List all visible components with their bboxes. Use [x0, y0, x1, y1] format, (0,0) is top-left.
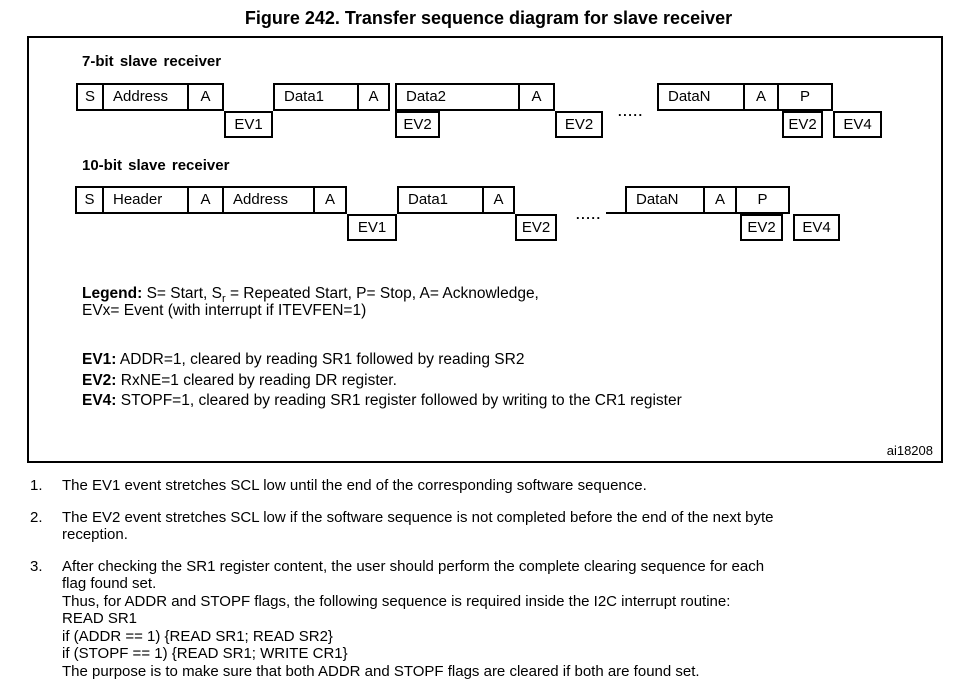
- legend-term: Legend:: [82, 285, 143, 302]
- event-box: EV1: [224, 111, 273, 138]
- note-text: [62, 477, 977, 495]
- sequence-cell: A: [200, 88, 211, 105]
- legend-line-2: EVx= Event (with interrupt if ITEVFEN=1): [82, 302, 367, 319]
- sequence-cell: Address: [224, 188, 315, 212]
- legend-part: S= Start, S: [142, 285, 222, 302]
- legend-text: [82, 285, 539, 319]
- sequence-cell: P: [799, 88, 810, 105]
- sequence-cell: Address: [104, 85, 189, 109]
- note-text: [62, 558, 977, 681]
- seq-heading-10bit: 10-bit slave receiver: [82, 157, 230, 174]
- event-def-ev4: [82, 391, 682, 412]
- continuation-dots: .....: [618, 104, 644, 119]
- note-item: [0, 477, 977, 495]
- note-number: 2.: [30, 508, 43, 526]
- note-text-line: reception.: [62, 526, 128, 543]
- event-box: EV4: [793, 214, 840, 241]
- note-text-line: Thus, for ADDR and STOPF flags, the following sequence is required inside the I2C interrupt routine:: [62, 592, 731, 610]
- event-definitions: [82, 350, 682, 412]
- sequence-cell: A: [368, 88, 379, 105]
- continuation-dots: .....: [576, 207, 602, 222]
- sequence-cell: Data1: [399, 188, 484, 212]
- sequence-cell: DataN: [659, 85, 745, 109]
- note-number: 3.: [30, 557, 43, 575]
- event-def-ev2: [82, 371, 682, 392]
- note-text-line: After checking the SR1 register content, the user should perform the complete clearing sequence for each: [62, 557, 765, 575]
- event-def-ev1: [82, 350, 682, 371]
- legend-line-1: [82, 285, 539, 306]
- legend-part: = Repeated Start, P= Stop, A= Acknowledge,: [225, 285, 539, 302]
- sequence-cell: A: [324, 191, 335, 208]
- note-text-line: READ SR1: [62, 610, 138, 627]
- sequence-cell: DataN: [627, 188, 705, 212]
- seq-heading-7bit: 7-bit slave receiver: [82, 53, 222, 70]
- sequence-cell: A: [705, 188, 737, 212]
- event-box: EV2: [740, 214, 783, 241]
- notes-list: [0, 477, 977, 694]
- sequence-cell: Header: [104, 188, 189, 212]
- note-text-line: if (STOPF == 1) {READ SR1; WRITE CR1}: [62, 645, 348, 662]
- figure-title: Figure 242. Transfer sequence diagram for slave receiver: [244, 8, 733, 28]
- event-def-term: EV1:: [82, 351, 117, 368]
- figure-watermark: ai18208: [886, 443, 933, 458]
- event-def-text: RxNE=1 cleared by reading DR register.: [116, 371, 397, 389]
- event-box: EV2: [555, 111, 603, 138]
- sequence-cell: P: [757, 191, 768, 208]
- event-box: EV2: [782, 111, 823, 138]
- event-def-term: EV4:: [82, 392, 117, 409]
- note-item: [0, 558, 977, 681]
- event-def-text: ADDR=1, cleared by reading SR1 followed by reading SR2: [116, 351, 525, 368]
- legend-subscript: r: [221, 293, 226, 306]
- note-number: 1.: [30, 477, 43, 494]
- event-def-text: STOPF=1, cleared by reading SR1 register followed by writing to the CR1 register: [116, 392, 682, 409]
- event-def-term: EV2:: [82, 371, 117, 389]
- event-box: EV1: [347, 214, 397, 241]
- event-box: EV4: [833, 111, 882, 138]
- note-text: [62, 509, 977, 544]
- note-text-line: The EV2 event stretches SCL low if the software sequence is not completed before the end of the next byte: [62, 508, 774, 526]
- event-box: EV2: [515, 214, 557, 241]
- sequence-cell: Data2: [397, 85, 520, 109]
- sequence-cell: S: [78, 85, 104, 109]
- sequence-cell: A: [493, 191, 504, 208]
- event-box: EV2: [395, 111, 440, 138]
- note-text-line: if (ADDR == 1) {READ SR1; READ SR2}: [62, 627, 333, 645]
- note-text-line: The purpose is to make sure that both ADDR and STOPF flags are cleared if both are found set.: [62, 662, 700, 680]
- sequence-cell: A: [189, 188, 224, 212]
- sequence-cell: A: [531, 88, 542, 105]
- sequence-cell: Data1: [275, 85, 359, 109]
- note-text-line: flag found set.: [62, 575, 157, 592]
- sequence-cell: A: [745, 85, 779, 109]
- note-item: [0, 509, 977, 544]
- sequence-cell: S: [77, 188, 104, 212]
- note-text-line: The EV1 event stretches SCL low until the end of the corresponding software sequence.: [62, 477, 647, 494]
